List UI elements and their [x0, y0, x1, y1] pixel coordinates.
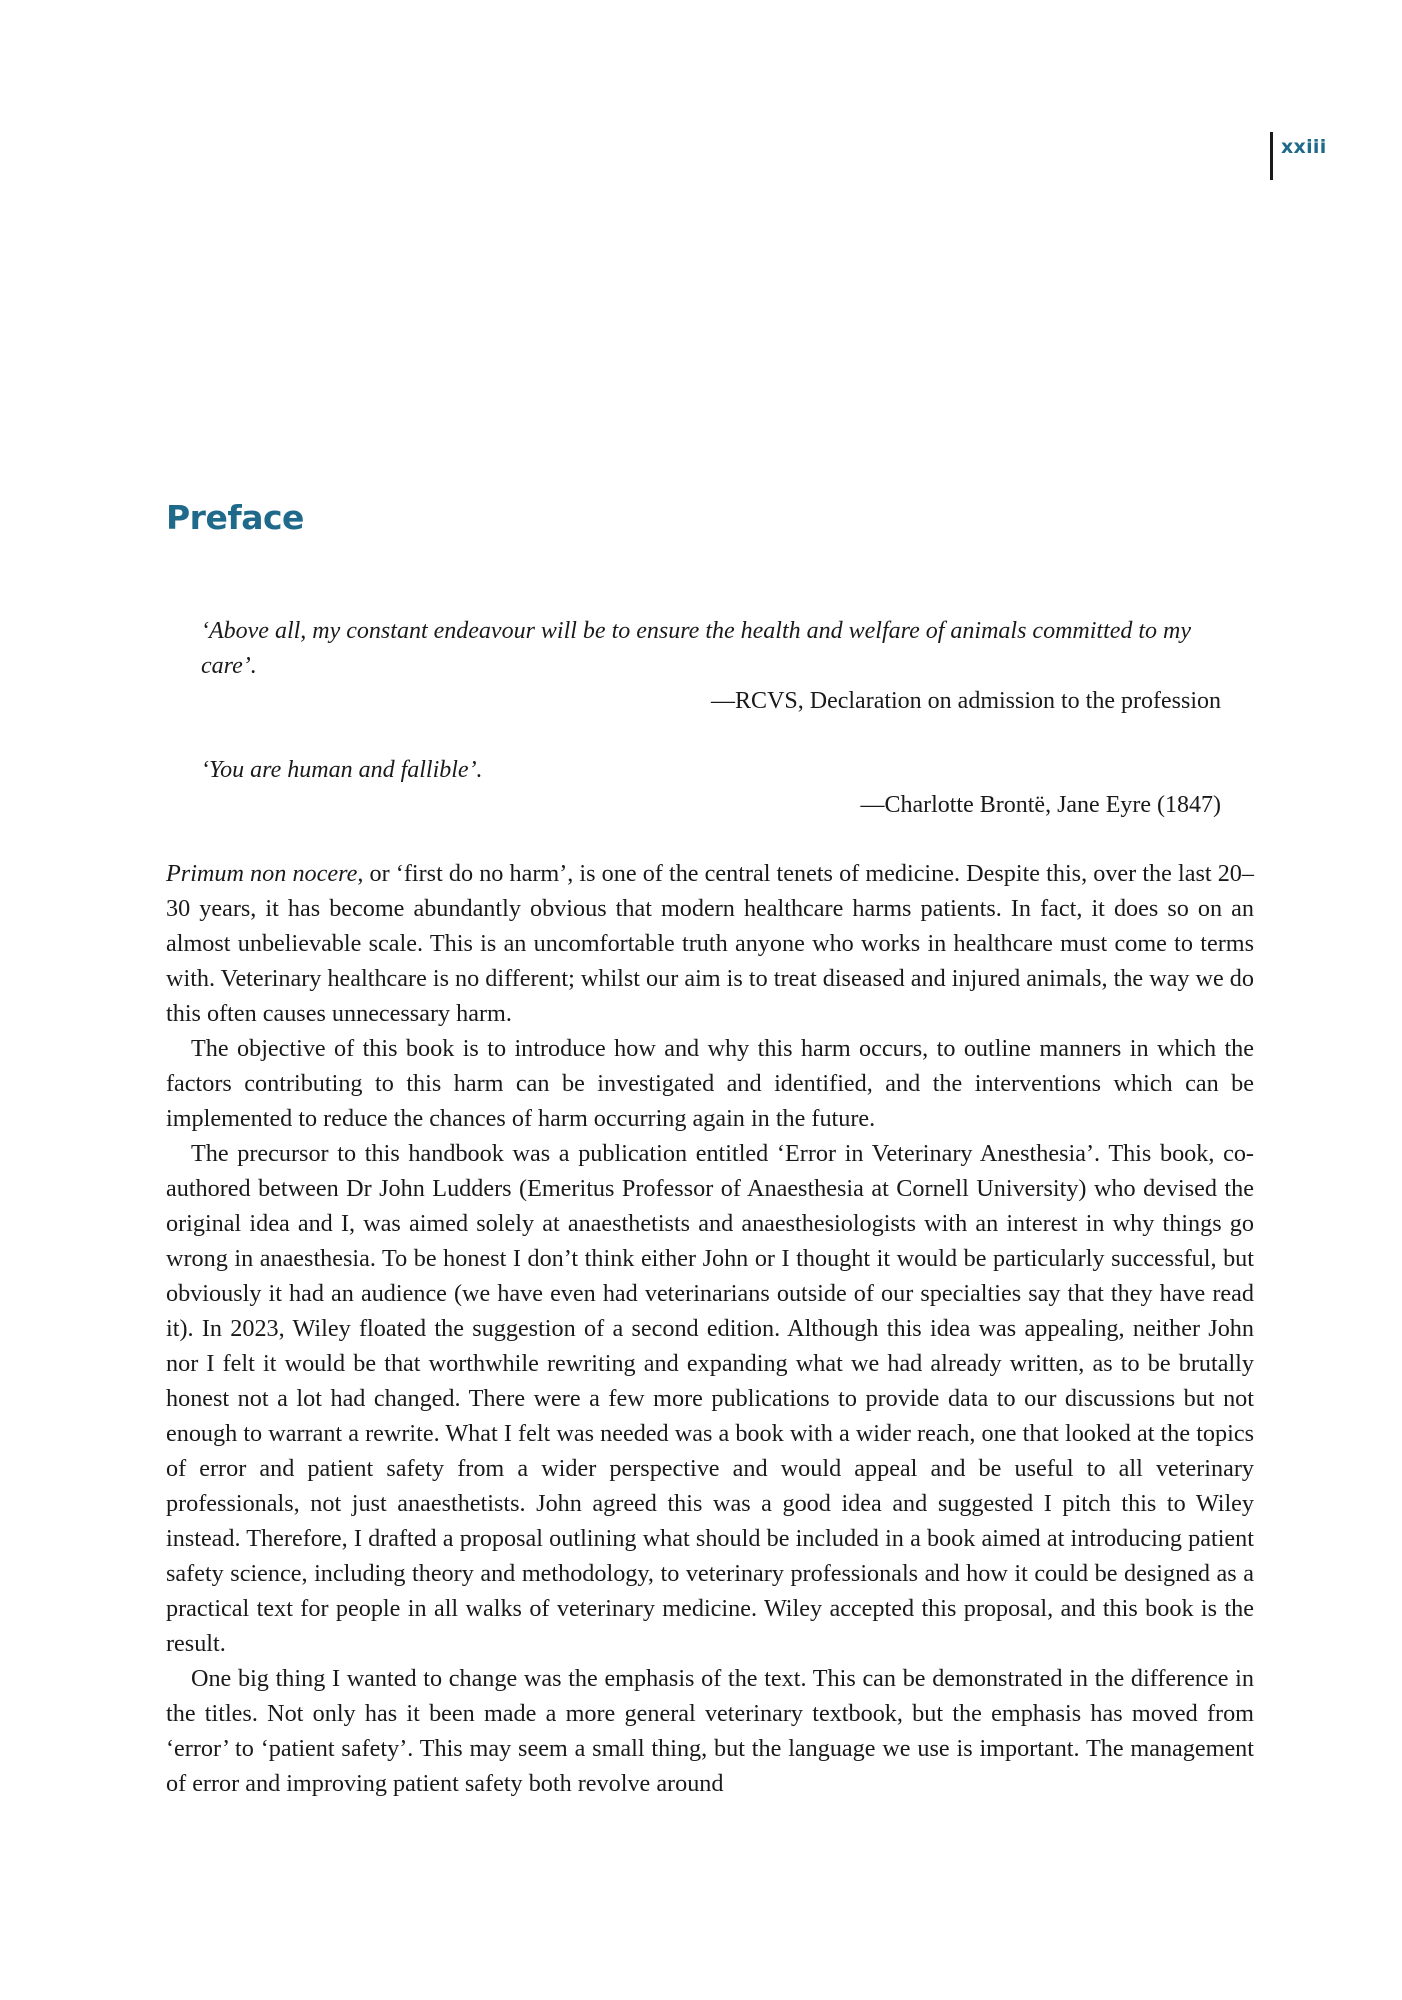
paragraph-2: The objective of this book is to introduce how and why this harm occurs, to outline manners in which the factors contributing to this harm can be investigated and identified, and the interventions which can be implemented to reduce the chances of harm occurring again in the future.	[166, 1035, 1254, 1132]
epigraph-attribution: —RCVS, Declaration on admission to the profession	[711, 688, 1221, 714]
epigraph-quote: ‘You are human and fallible’.	[201, 757, 483, 783]
page-title: Preface	[166, 498, 304, 537]
paragraph-1	[166, 856, 1254, 1031]
epigraph-1	[201, 614, 1221, 719]
latin-phrase: Primum non nocere	[166, 860, 358, 887]
page-number: xxiii	[1281, 136, 1327, 158]
epigraph-attribution: —Charlotte Brontë, Jane Eyre (1847)	[860, 792, 1221, 818]
paragraph-4: One big thing I wanted to change was the emphasis of the text. This can be demonstrated in the difference in the titles. Not only has it been made a more general veterinary textbook, but the emphasis has moved from ‘error’ to ‘patient safety’. This may seem a small thing, but the language we use is important. The management of error and improving patient safety both revolve around	[166, 1665, 1254, 1797]
paragraph-3: The precursor to this handbook was a publication entitled ‘Error in Veterinary Anesthesia’. This book, co-authored between Dr John Ludders (Emeritus Professor of Anaesthesia at Cornell University) who devised the original idea and I, was aimed solely at anaesthetists and anaesthesiologists with an interest in why things go wrong in anaesthesia. To be honest I don’t think either John or I thought it would be particularly successful, but obviously it had an audience (we have even had veterinarians outside of our specialties say that they have read it). In 2023, Wiley floated the suggestion of a second edition. Although this idea was appealing, neither John nor I felt it would be that worthwhile rewriting and expanding what we had already written, as to be brutally honest not a lot had changed. There were a few more publications to provide data to our discussions but not enough to warrant a rewrite. What I felt was needed was a book with a wider reach, one that looked at the topics of error and patient safety from a wider perspective and would appeal and be useful to all veterinary professionals, not just anaesthetists. John agreed this was a good idea and suggested I pitch this to Wiley instead. Therefore, I drafted a proposal outlining what should be included in a book aimed at introducing patient safety science, including theory and methodology, to veterinary professionals and how it could be designed as a practical text for people in all walks of veterinary medicine. Wiley accepted this proposal, and this book is the result.	[166, 1140, 1254, 1657]
epigraph-2	[201, 753, 1221, 823]
paragraph-1-text: , or ‘first do no harm’, is one of the central tenets of medicine. Despite this, over the last 20–30 years, it has become abundantly obvious that modern healthcare harms patients. In fact, it does so on an almost unbelievable scale. This is an uncomfortable truth anyone who works in healthcare must come to terms with. Veterinary healthcare is no different; whilst our aim is to treat diseased and injured animals, the way we do this often causes unnecessary harm.	[166, 860, 1254, 1027]
epigraph-quote: ‘Above all, my constant endeavour will be to ensure the health and welfare of animals committed to my care’.	[201, 618, 1192, 679]
page-number-rule	[1270, 132, 1273, 180]
body-text	[166, 856, 1254, 1801]
